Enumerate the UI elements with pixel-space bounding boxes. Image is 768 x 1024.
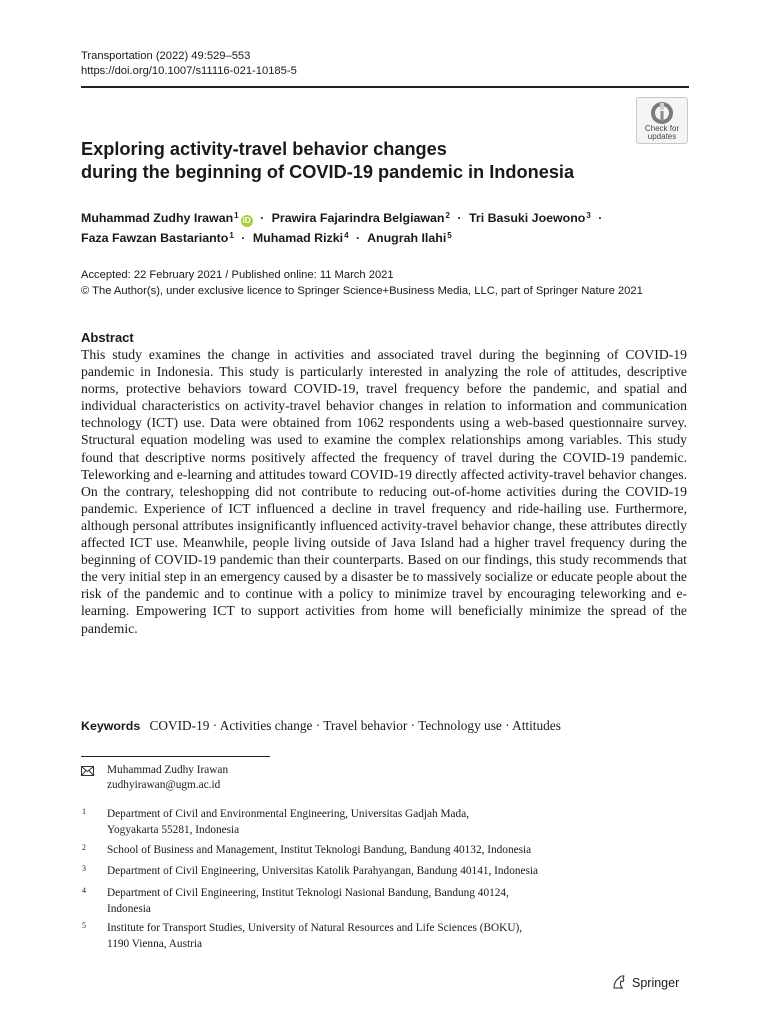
author-affiliation-number: 4 bbox=[344, 231, 349, 240]
title-line-2: during the beginning of COVID-19 pandemic in Indonesia bbox=[81, 162, 575, 182]
author-separator: · bbox=[457, 211, 462, 225]
author-5[interactable] bbox=[253, 231, 349, 245]
author-affiliation-number: 3 bbox=[586, 211, 591, 220]
check-for-updates-badge[interactable] bbox=[636, 97, 688, 144]
affiliation-number: 3 bbox=[82, 864, 86, 873]
author-separator: · bbox=[355, 231, 361, 245]
author-name: Anugrah Ilahi bbox=[367, 231, 447, 245]
keywords-section bbox=[81, 717, 701, 735]
title-line-1: Exploring activity-travel behavior changes bbox=[81, 139, 447, 159]
author-2[interactable] bbox=[272, 211, 450, 225]
affiliation-2 bbox=[81, 843, 681, 859]
doi-link[interactable]: https://doi.org/10.1007/s11116-021-10185-5 bbox=[81, 65, 297, 77]
publication-dates bbox=[81, 267, 701, 299]
author-list bbox=[81, 208, 691, 248]
abstract-section bbox=[81, 329, 687, 637]
author-3[interactable] bbox=[469, 211, 591, 225]
author-name: Prawira Fajarindra Belgiawan bbox=[271, 211, 445, 225]
copyright-line: © The Author(s), under exclusive licence to Springer Science+Business Media, LLC, part of Springer Nature 2021 bbox=[81, 285, 643, 297]
affiliation-line: Indonesia bbox=[107, 902, 151, 915]
affiliation-1 bbox=[81, 807, 681, 838]
footnote-rule bbox=[81, 756, 270, 757]
author-name: Tri Basuki Joewono bbox=[469, 211, 586, 225]
author-separator: · bbox=[260, 211, 265, 225]
affiliation-number: 2 bbox=[82, 843, 86, 852]
corresponding-author bbox=[81, 763, 228, 793]
author-separator: · bbox=[241, 231, 246, 245]
author-4[interactable] bbox=[81, 231, 234, 245]
author-1[interactable] bbox=[81, 211, 253, 225]
abstract-body: This study examines the change in activities and associated travel during the beginning of COVID-19 pandemic in Indonesia. This study is particularly interested in analyzing the role of attitudes, descriptive norms, protective behaviors toward COVID-19, travel frequency before the pandemic, and spatial and individual characteristics on activity-travel behavior changes in relation to information and communication technology (ICT) use. Data were obtained from 1062 respondents using a web-based questionnaire survey. Structural equation modeling was used to examine the complex relationships among variables. This study found that descriptive norms positively affected the frequency of travel during the COVID-19 pandemic. Teleworking and e-learning and attitudes toward COVID-19 directly affected activity-travel behavior changes. On the contrary, teleshopping did not contribute to reducing out-of-home activities during the COVID-19 pandemic. Experience of ICT influenced a decline in travel frequency and ride-hailing use. Furthermore, although personal attributes insignificantly influenced activity-travel behavior change, these attributes directly affected ICT use. Meanwhile, people living outside of Java Island had a higher travel frequency during the beginning of COVID-19 pandemic than their counterparts. Based on our findings, this study recommends that the very initial step in an emergency caused by a disaster be to massively socialize or educate people about the risk of the pandemic and to continue with a policy to minimize travel by encouraging teleworking and e-learning. Empowering ICT to support activities from home will beneficially minimize the spread of the pandemic. bbox=[81, 347, 687, 636]
affiliation-line: School of Business and Management, Institut Teknologi Bandung, Bandung 40132, Indonesia bbox=[107, 844, 532, 856]
keywords-label: Keywords bbox=[81, 719, 141, 733]
affiliation-number: 5 bbox=[82, 921, 86, 930]
corresponding-author-email[interactable]: zudhyirawan@ugm.ac.id bbox=[107, 779, 221, 791]
affiliation-line: Institute for Transport Studies, University of Natural Resources and Life Sciences (BOKU), bbox=[107, 922, 523, 934]
author-name: Muhammad Zudhy Irawan bbox=[81, 211, 234, 225]
check-updates-line2: updates bbox=[647, 132, 677, 141]
paper-title bbox=[81, 138, 641, 184]
affiliation-line: Department of Civil and Environmental Engineering, Universitas Gadjah Mada, bbox=[107, 808, 470, 820]
abstract-heading: Abstract bbox=[81, 330, 134, 345]
author-affiliation-number: 2 bbox=[445, 211, 450, 220]
header-rule bbox=[81, 86, 689, 88]
orcid-icon[interactable]: iD bbox=[242, 216, 251, 225]
publisher-name: Springer bbox=[632, 976, 680, 990]
affiliation-line: Department of Civil Engineering, Universitas Katolik Parahyangan, Bandung 40141, Indonesia bbox=[107, 865, 539, 877]
author-affiliation-number: 1 bbox=[229, 231, 234, 240]
author-affiliation-number: 5 bbox=[447, 231, 452, 240]
accepted-published-line: Accepted: 22 February 2021 / Published online: 11 March 2021 bbox=[81, 269, 394, 281]
author-name: Faza Fawzan Bastarianto bbox=[81, 231, 229, 245]
springer-horse-icon bbox=[611, 974, 627, 990]
author-affiliation-number: 1 bbox=[234, 211, 239, 220]
envelope-icon bbox=[81, 766, 94, 776]
affiliation-number: 4 bbox=[82, 886, 86, 895]
affiliation-line: Department of Civil Engineering, Institut Teknologi Nasional Bandung, Bandung 40124, bbox=[107, 887, 509, 899]
affiliation-3 bbox=[81, 864, 681, 880]
affiliation-number: 1 bbox=[82, 807, 86, 816]
author-6[interactable] bbox=[367, 231, 452, 245]
keywords-list: COVID-19 · Activities change · Travel behavior · Technology use · Attitudes bbox=[149, 718, 561, 733]
affiliation-4 bbox=[81, 886, 681, 917]
corresponding-author-name: Muhammad Zudhy Irawan bbox=[107, 764, 229, 776]
check-updates-icon bbox=[650, 101, 674, 125]
journal-reference bbox=[81, 49, 297, 79]
author-name: Muhamad Rizki bbox=[252, 231, 344, 245]
affiliation-line: Yogyakarta 55281, Indonesia bbox=[107, 823, 240, 836]
affiliation-5 bbox=[81, 921, 681, 952]
affiliation-line: 1190 Vienna, Austria bbox=[107, 937, 203, 950]
author-separator: · bbox=[598, 211, 603, 225]
journal-citation: Transportation (2022) 49:529–553 bbox=[81, 50, 251, 62]
check-updates-line1: Check for bbox=[644, 124, 680, 133]
